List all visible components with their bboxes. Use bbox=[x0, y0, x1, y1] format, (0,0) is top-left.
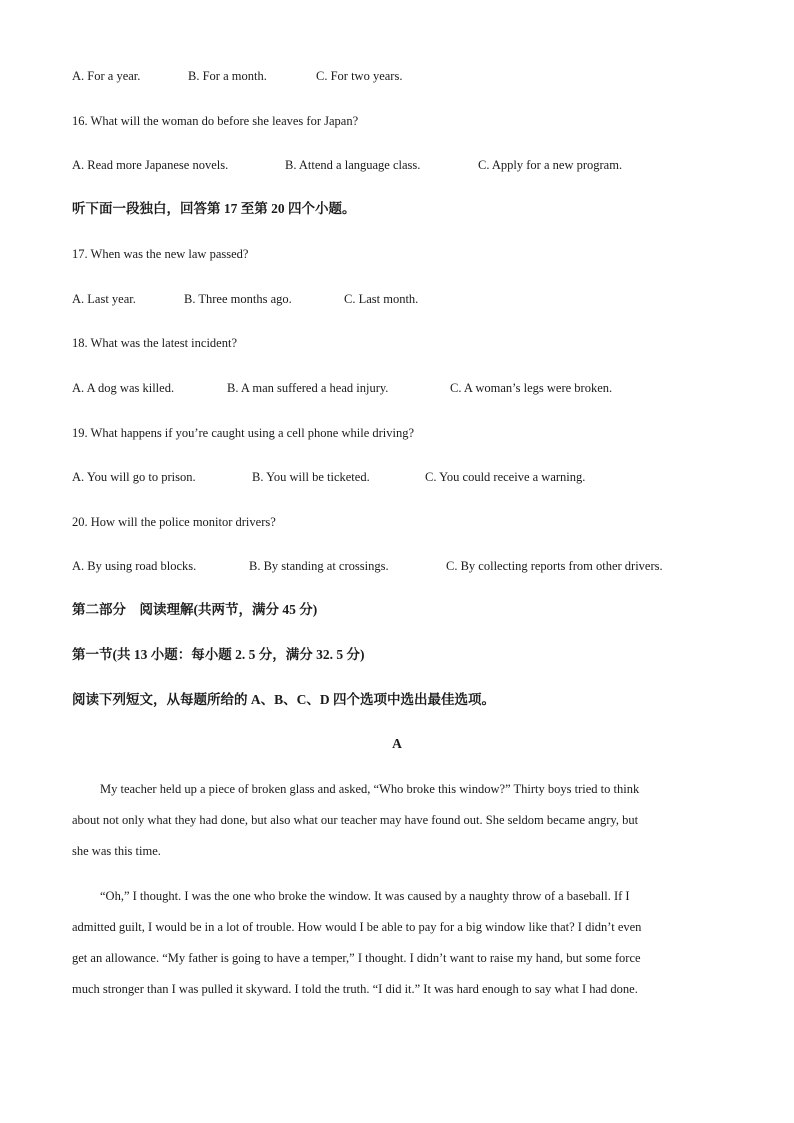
q18-option-b: B. A man suffered a head injury. bbox=[227, 381, 389, 395]
q20-option-b: B. By standing at crossings. bbox=[249, 559, 389, 573]
q16-option-a: A. Read more Japanese novels. bbox=[72, 158, 229, 172]
q19-stem: 19. What happens if you’re caught using a cell phone while driving? bbox=[72, 426, 415, 440]
paragraph-line: about not only what they had done, but also what our teacher may have found out. She seldom became angry, but bbox=[72, 813, 639, 827]
q19-option-b: B. You will be ticketed. bbox=[252, 470, 370, 484]
paragraph-line: get an allowance. “My father is going to have a temper,” I thought. I didn’t want to raise my hand, but some force bbox=[72, 951, 641, 965]
q17-option-a: A. Last year. bbox=[72, 292, 136, 306]
q19-option-a: A. You will go to prison. bbox=[72, 470, 196, 484]
q17-stem: 17. When was the new law passed? bbox=[72, 247, 249, 261]
q16-option-b: B. Attend a language class. bbox=[285, 158, 421, 172]
q15-option-b: B. For a month. bbox=[188, 69, 267, 83]
paragraph-line: much stronger than I was pulled it skyward. I told the truth. “I did it.” It was hard enough to say what I had done. bbox=[72, 982, 638, 996]
paragraph-line: admitted guilt, I would be in a lot of trouble. How would I be able to pay for a big window like that? I didn’t even bbox=[72, 920, 642, 934]
paragraph-line: “Oh,” I thought. I was the one who broke the window. It was caused by a naughty throw of a baseball. If I bbox=[100, 889, 630, 903]
q17-option-b: B. Three months ago. bbox=[184, 292, 292, 306]
q18-option-a: A. A dog was killed. bbox=[72, 381, 175, 395]
q20-option-c: C. By collecting reports from other drivers. bbox=[446, 559, 663, 573]
q19-option-c: C. You could receive a warning. bbox=[425, 470, 586, 484]
q16-options bbox=[72, 157, 622, 173]
q20-option-a: A. By using road blocks. bbox=[72, 559, 197, 573]
q15-option-c: C. For two years. bbox=[316, 69, 403, 83]
part2-heading: 第二部分 阅读理解(共两节，满分 45 分) bbox=[72, 602, 318, 617]
q20-options bbox=[72, 558, 663, 574]
q16-option-c: C. Apply for a new program. bbox=[478, 158, 623, 172]
reading-instruction: 阅读下列短文，从每题所给的 A、B、C、D 四个选项中选出最佳选项。 bbox=[72, 692, 496, 707]
q15-options bbox=[72, 68, 402, 84]
paragraph-line: My teacher held up a piece of broken glass and asked, “Who broke this window?” Thirty boys tried to think bbox=[100, 782, 640, 796]
q17-options bbox=[72, 291, 418, 307]
section1-heading: 第一节(共 13 小题：每小题 2. 5 分，满分 32. 5 分) bbox=[72, 647, 365, 662]
q18-option-c: C. A woman’s legs were broken. bbox=[450, 381, 613, 395]
q18-stem: 18. What was the latest incident? bbox=[72, 336, 237, 350]
q16-stem: 16. What will the woman do before she leaves for Japan? bbox=[72, 114, 359, 128]
q20-stem: 20. How will the police monitor drivers? bbox=[72, 515, 276, 529]
q18-options bbox=[72, 380, 612, 396]
q17-option-c: C. Last month. bbox=[344, 292, 419, 306]
q15-option-a: A. For a year. bbox=[72, 69, 141, 83]
passage-label: A bbox=[392, 736, 402, 751]
q19-options bbox=[72, 469, 585, 485]
passage-paragraph-1 bbox=[72, 774, 722, 867]
instruction-17-20: 听下面一段独白，回答第 17 至第 20 四个小题。 bbox=[72, 201, 356, 216]
passage-paragraph-2 bbox=[72, 881, 722, 1005]
paragraph-line: she was this time. bbox=[72, 844, 161, 858]
